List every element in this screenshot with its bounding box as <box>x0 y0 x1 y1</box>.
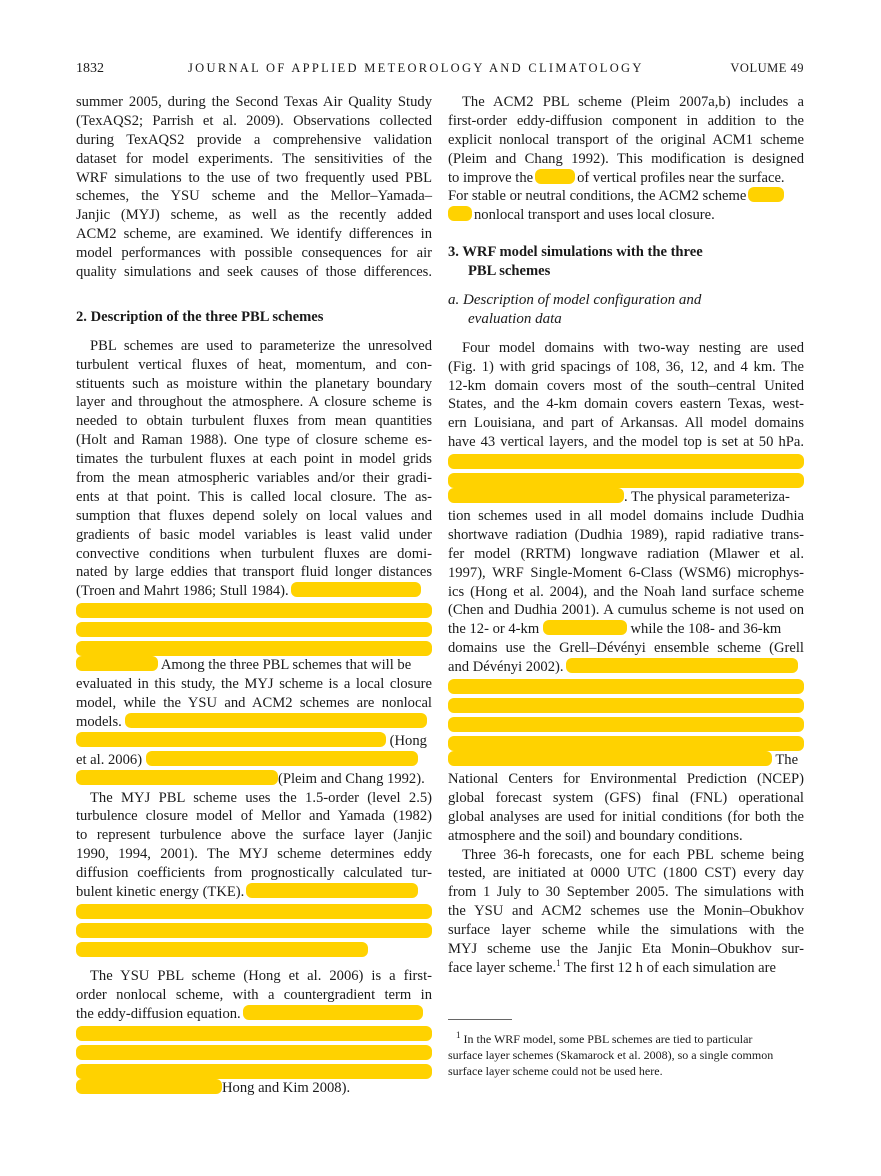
text-line: nated by large eddies that transport fluid longer distances <box>76 564 432 581</box>
text-fragment: Hong and Kim 2008). <box>222 1079 351 1096</box>
text-line: schemes, the YSU scheme and the Mellor–Yamada– <box>76 188 432 205</box>
text-line: sumption that fluxes depend solely on local values and <box>76 507 432 524</box>
redaction-highlight <box>535 169 575 184</box>
footnote <box>448 1031 804 1079</box>
text-line: fer model (RRTM) longwave radiation (Mlawer et al. <box>448 545 804 562</box>
paragraph-acm2 <box>448 93 804 225</box>
text-line: timates the turbulent fluxes at each point in model grids <box>76 451 432 468</box>
text-line: model performances with possible consequences for air <box>76 245 432 262</box>
text-line: PBL schemes are used to parameterize the unresolved <box>90 337 432 354</box>
redaction-highlight <box>448 206 472 221</box>
text-line: The YSU PBL scheme (Hong et al. 2006) is a first- <box>90 967 432 984</box>
text-line: surface layer schemes (Skamarock et al. 2008), so a single common <box>448 1048 774 1062</box>
text-line: 1990, 1994, 2001). The MYJ scheme determines eddy <box>76 846 432 863</box>
text-line: gradients of basic model variables is least valid under <box>76 526 432 543</box>
text-line: (Chen and Dudhia 2001). A cumulus scheme is not used on <box>448 602 804 619</box>
redaction-highlight <box>448 751 772 766</box>
text-fragment: The <box>775 752 799 769</box>
text-fragment: Among the three PBL schemes that will be <box>160 657 412 674</box>
text-fragment: nonlocal transport and uses local closure. <box>474 207 715 224</box>
redaction-highlight <box>76 1026 432 1041</box>
text-line: global analyses are used for initial conditions (for both the <box>448 808 804 825</box>
text-line: domains use the Grell–Dévényi ensemble scheme (Grell <box>448 640 804 657</box>
text-line: during TexAQS2 provide a comprehensive validation <box>76 131 432 148</box>
text-line: stituents such as moisture within the planetary boundary <box>76 375 432 392</box>
text-line: (Pleim and Chang 1992). This modification is designed <box>448 150 804 167</box>
text-line: layer and throughout the atmosphere. A closure scheme is <box>76 394 432 411</box>
text-fragment: et al. 2006) <box>76 751 143 768</box>
footnote-marker[interactable]: 1 <box>556 957 561 968</box>
footnote-rule <box>448 1019 512 1020</box>
running-header <box>76 61 804 81</box>
page-number: 1832 <box>76 61 104 76</box>
text-line: needed to obtain turbulent fluxes from mean quantities <box>76 413 432 430</box>
redaction-highlight <box>76 1079 222 1094</box>
paragraph-myj <box>76 789 432 957</box>
redaction-highlight <box>76 923 432 938</box>
text-line: dataset for model experiments. The sensitivities of the <box>76 150 432 167</box>
redaction-highlight <box>246 883 418 898</box>
subsection-a-heading: a. Description of model configuration and <box>448 292 702 309</box>
text-line: (Fig. 1) with grid spacings of 108, 36, 12, and 4 km. The <box>448 358 804 375</box>
text-line: ents at that point. This is called local closure. The as- <box>76 488 432 505</box>
text-line: from the mean atmospheric variables and/or their gradi- <box>76 470 432 487</box>
paragraph-ysu <box>76 967 432 1098</box>
redaction-highlight <box>448 736 804 751</box>
text-fragment: the 12- or 4-km <box>448 621 540 638</box>
text-fragment: (Hong <box>389 732 427 749</box>
text-line: The ACM2 PBL scheme (Pleim 2007a,b) includes a <box>462 94 804 110</box>
paragraph-pbl-schemes <box>76 337 432 789</box>
text-line: global forecast system (GFS) final (FNL) operational <box>448 789 804 806</box>
text-fragment: . The physical parameteriza- <box>624 489 790 506</box>
text-line: (TexAQS2; Parrish et al. 2009). Observations collected <box>76 112 432 129</box>
text-line: order nonlocal scheme, with a countergradient term in <box>76 986 432 1003</box>
text-line: Four model domains with two-way nesting are used <box>462 339 804 356</box>
redaction-highlight <box>76 656 158 671</box>
right-column <box>448 93 804 978</box>
redaction-highlight <box>76 603 432 618</box>
text-line: first-order eddy-diffusion component in addition to the <box>448 112 804 129</box>
text-line: tested, are initiated at 0000 UTC (1800 CST) every day <box>448 865 804 882</box>
redaction-highlight <box>448 473 804 488</box>
text-fragment: face layer scheme. <box>448 959 557 976</box>
text-line: quality simulations and seek causes of those differences. <box>76 264 432 281</box>
redaction-highlight <box>146 751 418 766</box>
text-fragment: For stable or neutral conditions, the ACM2 scheme <box>448 188 747 205</box>
text-line: 1997), WRF Single-Moment 6-Class (WSM6) microphys- <box>448 564 804 581</box>
text-line: surface layer scheme could not be used here. <box>448 1064 663 1078</box>
redaction-highlight <box>243 1005 423 1020</box>
redaction-highlight <box>748 187 784 202</box>
paragraph-domains <box>448 339 804 846</box>
text-fragment: while the 108- and 36-km <box>630 621 782 638</box>
text-line: National Centers for Environmental Prediction (NCEP) <box>448 770 804 787</box>
text-line: ACM2 scheme, are examined. We identify differences in <box>76 226 432 243</box>
redaction-highlight <box>76 1045 432 1060</box>
journal-title: JOURNAL OF APPLIED METEOROLOGY AND CLIMATOLOGY <box>188 61 644 75</box>
text-line: The MYJ PBL scheme uses the 1.5-order (level 2.5) <box>90 789 432 806</box>
redaction-highlight <box>76 904 432 919</box>
text-line: Three 36-h forecasts, one for each PBL scheme being <box>462 846 804 863</box>
text-line: from 1 July to 30 September 2005. The simulations with <box>448 884 804 901</box>
text-fragment: the eddy-diffusion equation. <box>76 1005 241 1022</box>
text-line: to represent turbulence above the surface layer (Janjic <box>76 827 432 844</box>
text-line: evaluated in this study, the MYJ scheme is a local closure <box>76 676 432 693</box>
redaction-highlight <box>448 488 624 503</box>
redaction-highlight <box>291 582 421 597</box>
text-line: have 43 vertical layers, and the model top is set at 50 hPa. <box>448 434 804 451</box>
text-line: diffusion coefficients from prognostically calculated tur- <box>76 865 432 882</box>
intro-paragraph <box>76 93 432 282</box>
redaction-highlight <box>76 622 432 637</box>
text-line: convective conditions when turbulent fluxes are domi- <box>76 545 432 562</box>
redaction-highlight <box>448 717 804 732</box>
volume-label: VOLUME 49 <box>730 61 804 75</box>
text-fragment: (Pleim and Chang 1992). <box>278 770 425 787</box>
text-fragment: of vertical profiles near the surface. <box>577 169 785 186</box>
subsection-a-heading-cont: evaluation data <box>468 310 562 327</box>
text-line: ern Louisiana, and part of Arkansas. All model domains <box>448 415 804 432</box>
text-line: explicit nonlocal transport of the original ACM1 scheme <box>448 131 804 148</box>
text-line: (Holt and Raman 1988). One type of closure scheme es- <box>76 432 432 449</box>
text-fragment: models. <box>76 713 122 730</box>
text-line: tion schemes used in all model domains include Dudhia <box>448 508 804 525</box>
redaction-highlight <box>566 658 798 673</box>
text-line: shortwave radiation (Dudhia 1989), rapid radiative trans- <box>448 526 804 543</box>
left-column <box>76 93 432 1097</box>
paragraph-forecasts <box>448 846 804 978</box>
text-line: ics (Hong et al. 2004), and the Noah land surface scheme <box>448 583 804 600</box>
section-2-heading: 2. Description of the three PBL schemes <box>76 308 324 325</box>
text-fragment: and Dévényi 2002). <box>448 659 564 676</box>
text-line: turbulent vertical fluxes of heat, momentum, and con- <box>76 356 432 373</box>
text-fragment: to improve the <box>448 169 534 186</box>
redaction-highlight <box>543 620 627 635</box>
text-line: summer 2005, during the Second Texas Air Quality Study <box>76 94 432 110</box>
text-fragment: bulent kinetic energy (TKE). <box>76 883 245 900</box>
footnote-number: 1 <box>456 1030 461 1040</box>
text-line: Janjic (MYJ) scheme, as well as the recently added <box>76 207 432 224</box>
redaction-highlight <box>448 698 804 713</box>
text-fragment: In the WRF model, some PBL schemes are tied to particular <box>460 1032 753 1046</box>
redaction-highlight <box>76 641 432 656</box>
section-3-heading: 3. WRF model simulations with the three <box>448 244 703 261</box>
text-line: the YSU and ACM2 schemes use the Monin–Obukhov <box>448 903 804 920</box>
text-line: States, and the 4-km domain covers eastern Texas, west- <box>448 396 804 413</box>
text-line: 12-km domain covers most of the south–central United <box>448 377 804 394</box>
text-line: atmosphere and the soil) and boundary conditions. <box>448 827 743 844</box>
text-line: turbulence closure model of Mellor and Yamada (1982) <box>76 808 432 825</box>
section-3-heading-cont: PBL schemes <box>468 263 551 280</box>
text-line: MYJ scheme use the Janjic Eta Monin–Obukhov sur- <box>448 940 804 957</box>
text-fragment: (Troen and Mahrt 1986; Stull 1984). <box>76 583 289 600</box>
text-line: WRF simulations to the use of two frequently used PBL <box>76 169 432 186</box>
redaction-highlight <box>76 942 368 957</box>
text-line: surface layer scheme while the simulations with the <box>448 922 804 939</box>
text-line: model, while the YSU and ACM2 schemes are nonlocal <box>76 695 432 712</box>
redaction-highlight <box>125 713 427 728</box>
text-fragment: The first 12 h of each simulation are <box>560 959 777 976</box>
redaction-highlight <box>448 679 804 694</box>
redaction-highlight <box>76 770 278 785</box>
redaction-highlight <box>76 732 386 747</box>
redaction-highlight <box>76 1064 432 1079</box>
redaction-highlight <box>448 454 804 469</box>
